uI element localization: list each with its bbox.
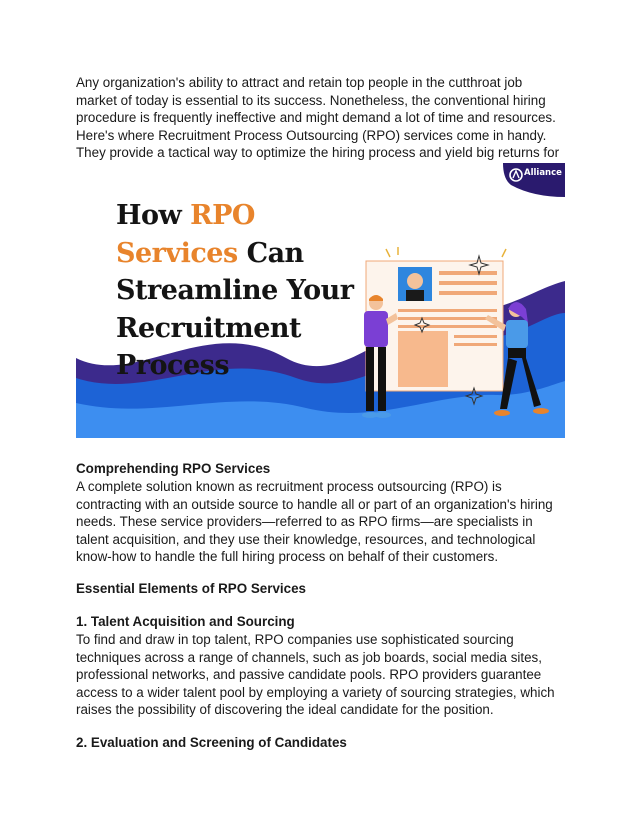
banner-title-rest: Can Streamline Your Recruitment Process	[116, 237, 354, 381]
section-body-comprehending: A complete solution known as recruitment process outsourcing (RPO) is contracting with an outside source to handle all or part of an organization's hiring needs. These service providers—referred to as RPO firms—are specialists in talent acquisition, and they use their knowledge, resources, and technological know-how to handle the full hiring process on behalf of their customers.	[76, 479, 553, 565]
alliance-logo	[503, 163, 565, 197]
section-heading-talent: 1. Talent Acquisition and Sourcing	[76, 614, 295, 629]
section-heading-essential: Essential Elements of RPO Services	[76, 581, 306, 596]
section-body-talent: To find and draw in top talent, RPO companies use sophisticated sourcing techniques across a range of channels, such as job boards, social media sites, professional networks, and passive candidate pools. RPO providers guarantee access to a wider talent pool by employing a variety of sourcing strategies, which raises the possibility of discovering the ideal candidate for the position.	[76, 632, 555, 718]
banner-title	[116, 197, 366, 385]
accent-lines	[386, 247, 506, 257]
section-heading-evaluation: 2. Evaluation and Screening of Candidates	[76, 735, 347, 750]
intro-paragraph: Any organization's ability to attract and retain top people in the cutthroat job market of today is essential to its success. Nonetheless, the conventional hiring procedure is frequently ineffective and might demand a lot of time and resources. Here's where Recruitment Process Outsourcing (RPO) services come in handy. They provide a tactical way to optimize the hiring process and yield big returns for	[76, 75, 560, 161]
banner-title-prefix: How	[116, 200, 191, 231]
logo-text: Alliance	[524, 168, 562, 178]
banner-title-accent: RPO Services	[116, 200, 255, 269]
article-banner	[76, 163, 565, 438]
section-heading-comprehending: Comprehending RPO Services	[76, 461, 271, 476]
